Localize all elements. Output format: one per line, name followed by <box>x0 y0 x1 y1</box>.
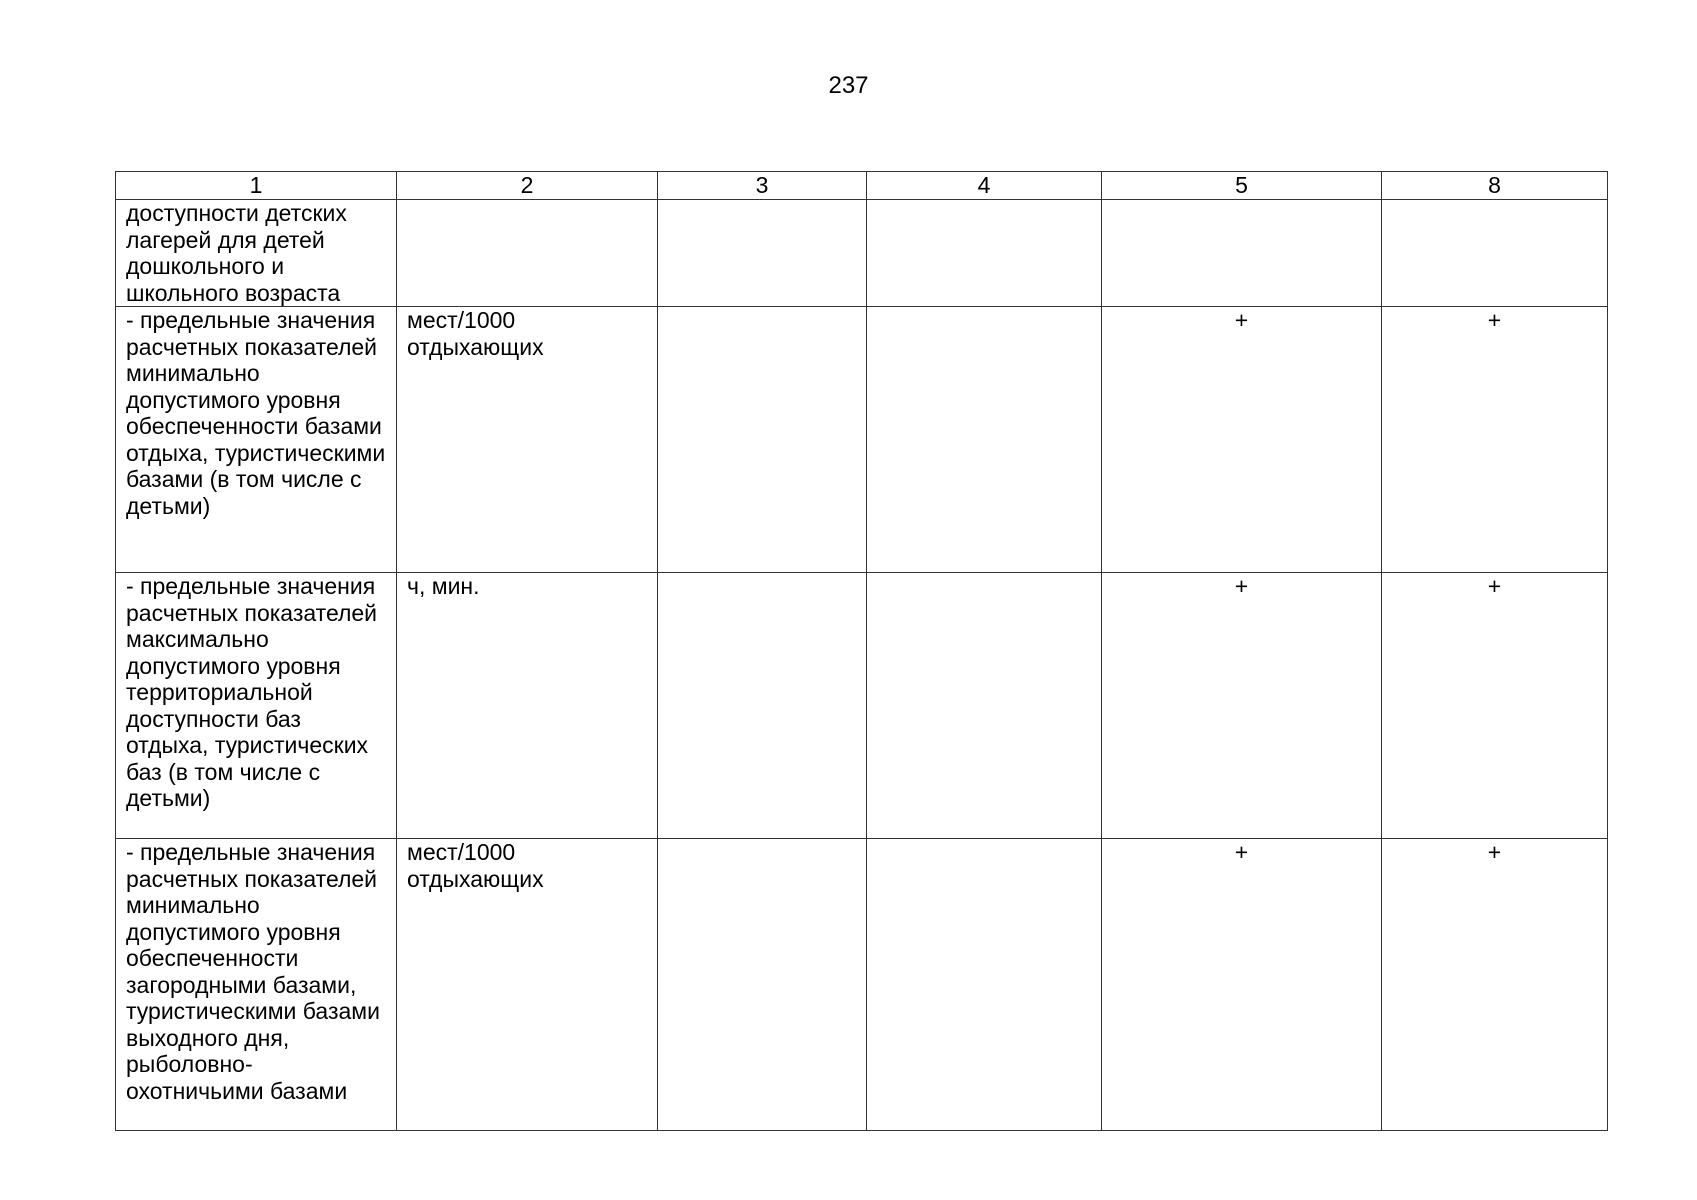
unit-cell: ч, мин. <box>397 573 658 839</box>
unit-cell: мест/1000 отдыхающих <box>397 307 658 573</box>
col4-cell <box>867 307 1102 573</box>
col4-cell <box>867 573 1102 839</box>
table-row <box>116 200 1608 307</box>
column-header-5: 5 <box>1102 172 1382 200</box>
page-number: 237 <box>828 72 869 99</box>
col8-cell: + <box>1382 839 1608 1131</box>
col3-cell <box>658 307 867 573</box>
col3-cell <box>658 200 867 307</box>
table-row <box>116 573 1608 839</box>
column-header-4: 4 <box>867 172 1102 200</box>
col4-cell <box>867 839 1102 1131</box>
column-header-8: 8 <box>1382 172 1608 200</box>
col8-cell: + <box>1382 307 1608 573</box>
column-header-3: 3 <box>658 172 867 200</box>
col3-cell <box>658 573 867 839</box>
table-row <box>116 839 1608 1131</box>
unit-cell <box>397 200 658 307</box>
col5-cell: + <box>1102 839 1382 1131</box>
table-row <box>116 307 1608 573</box>
col3-cell <box>658 839 867 1131</box>
unit-cell: мест/1000 отдыхающих <box>397 839 658 1131</box>
col4-cell <box>867 200 1102 307</box>
col8-cell <box>1382 200 1608 307</box>
col5-cell: + <box>1102 573 1382 839</box>
indicator-name-cell: - предельные значения расчетных показателей максимально допустимого уровня территориальной доступности баз отдыха, туристических баз (в том числе с детьми) <box>116 573 397 839</box>
indicator-name-cell: доступности детских лагерей для детей дошкольного и школьного возраста <box>116 200 397 307</box>
column-header-2: 2 <box>397 172 658 200</box>
indicator-name-cell: - предельные значения расчетных показателей минимально допустимого уровня обеспеченности загородными базами, туристическими базами выходного дня, рыболовно-охотничьими базами <box>116 839 397 1131</box>
col5-cell <box>1102 200 1382 307</box>
header-row <box>116 172 1608 200</box>
column-header-1: 1 <box>116 172 397 200</box>
indicator-table <box>115 171 1608 1131</box>
indicator-name-cell: - предельные значения расчетных показателей минимально допустимого уровня обеспеченности базами отдыха, туристическими базами (в том числе с детьми) <box>116 307 397 573</box>
col8-cell: + <box>1382 573 1608 839</box>
col5-cell: + <box>1102 307 1382 573</box>
